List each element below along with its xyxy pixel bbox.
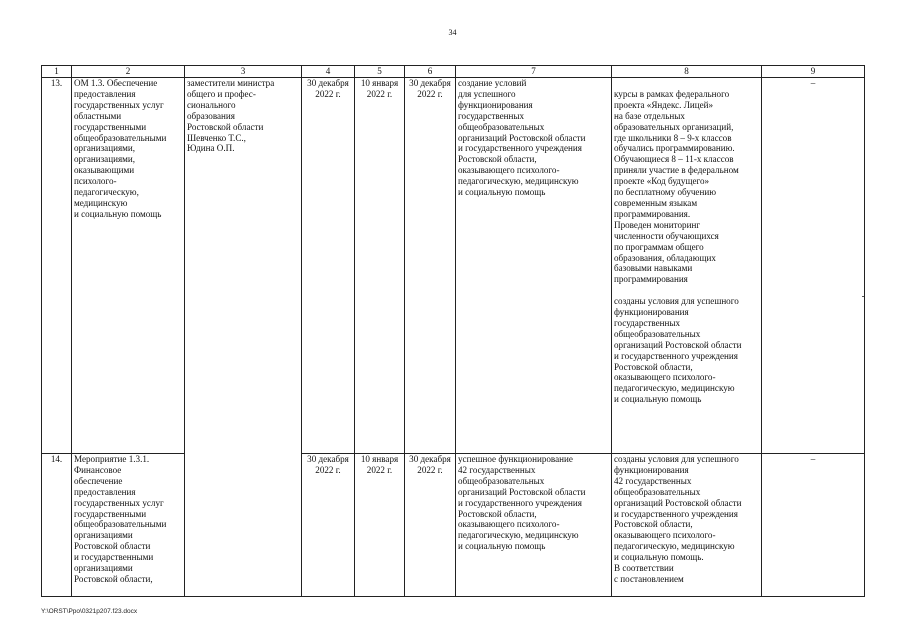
measure-name: Мероприятие 1.3.1. Финансовое обеспечение предоставления государственных услуг государственными общеобразовательными организациями Ростовской области и государственными организациями Ростовской области,: [72, 454, 185, 597]
responsible-person: заместители министра общего и профес- сионального образования Ростовской области Шевченко Т.С., Юдина О.П.: [185, 78, 302, 597]
table-row: [42, 454, 865, 597]
plan-table: [41, 65, 865, 597]
row-number: 13.: [42, 78, 72, 454]
planned-result: успешное функционирование 42 государственных общеобразовательных организаций Ростовской области и государственного учреждения Ростовской области, оказывающего психолого- педагогическую, медицинскую и социальную помощь: [456, 454, 612, 597]
page-number: 34: [448, 28, 457, 37]
header-cell: 9: [762, 66, 865, 78]
actual-result-main: созданы условия для успешного функционирования государственных общеобразовательных организаций Ростовской области и государственного учреждения Ростовской области, оказывающего психолого- педагогическую, медицинскую и социальную помощь: [614, 296, 742, 405]
measure-name: ОМ 1.3. Обеспечение предоставления государственных услуг областными государственными общеобразовательными организациями, организациями, оказывающими психолого- педагогическую, медицинскую и социальную помощь: [72, 78, 185, 454]
file-path-footer: Y:\ORST\Ppo\0321p207.f23.docx: [41, 608, 138, 615]
deviation-reason: –: [762, 454, 865, 597]
actual-end-date: 30 декабря 2022 г.: [405, 78, 456, 454]
header-cell: 6: [405, 66, 456, 78]
planned-end-date: 30 декабря 2022 г.: [302, 78, 355, 454]
actual-start-date: 10 января 2022 г.: [355, 454, 405, 597]
planned-end-date: 30 декабря 2022 г.: [302, 454, 355, 597]
actual-result: созданы условия для успешного функционирования 42 государственных общеобразовательных организаций Ростовской области и государственного учреждения Ростовской области, оказывающего психолого- педагогическую, медицинскую и социальную помощь. В соответствии с постановлением: [612, 454, 762, 597]
header-cell: 8: [612, 66, 762, 78]
actual-result: [612, 78, 762, 454]
header-cell: 1: [42, 66, 72, 78]
header-cell: 4: [302, 66, 355, 78]
header-cell: 5: [355, 66, 405, 78]
table-row: [42, 78, 865, 454]
header-cell: 2: [72, 66, 185, 78]
deviation-reason: –: [762, 78, 865, 454]
row-number: 14.: [42, 454, 72, 597]
actual-result-continued: курсы в рамках федерального проекта «Яндекс. Лицей» на базе отдельных образовательных организаций, где школьники 8 – 9-х классов обучались программированию. Обучающиеся 8 – 11-х классов приняли участие в федеральном проекте «Код будущего» по бесплатному обучению современным языкам программирования. Проведен мониторинг численности обучающихся по программам общего образования, обладающих базовыми навыками программирования: [614, 88, 739, 285]
header-cell: 3: [185, 66, 302, 78]
header-cell: 7: [456, 66, 612, 78]
actual-end-date: 30 декабря 2022 г.: [405, 454, 456, 597]
planned-result: создание условий для успешного функционирования государственных общеобразовательных организаций Ростовской области и государственного учреждения Ростовской области, оказывающего психолого- педагогическую, медицинскую и социальную помощь: [456, 78, 612, 454]
header-row: [42, 66, 865, 78]
stray-mark: [862, 296, 864, 297]
actual-start-date: 10 января 2022 г.: [355, 78, 405, 454]
